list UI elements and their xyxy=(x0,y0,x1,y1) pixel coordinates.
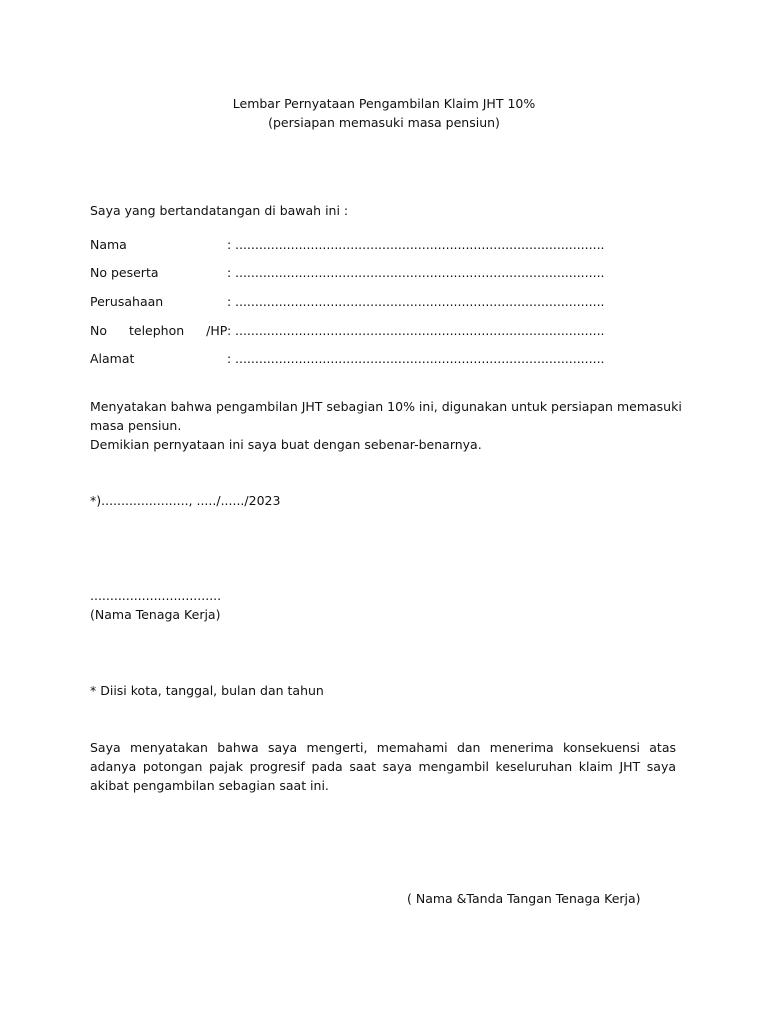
field-label-alamat: Alamat xyxy=(90,351,135,366)
statement-line-3: Demikian pernyataan ini saya buat dengan sebenar-benarnya. xyxy=(90,437,482,452)
field-label-no-telephon: No telephon /HP xyxy=(90,323,228,338)
field-label-nama: Nama xyxy=(90,237,127,252)
field-dots-no-telephon: ............................................................................................. xyxy=(235,323,605,338)
intro-text: Saya yang bertandatangan di bawah ini : xyxy=(90,203,349,218)
footnote: * Diisi kota, tanggal, bulan dan tahun xyxy=(90,683,324,698)
field-colon: : xyxy=(227,265,232,280)
field-dots-perusahaan: ............................................................................................. xyxy=(235,294,605,309)
field-label-perusahaan: Perusahaan xyxy=(90,294,164,309)
consequence-paragraph: Saya menyatakan bahwa saya mengerti, memahami dan menerima konsekuensi atas adanya potongan pajak progresif pada saat saya mengambil keseluruhan klaim JHT saya akibat pengambilan sebagian saat ini. xyxy=(90,740,676,793)
statement-line-1: Menyatakan bahwa pengambilan JHT sebagian 10% ini, digunakan untuk persiapan memasuki xyxy=(90,399,682,414)
field-dots-no-peserta: ............................................................................................. xyxy=(235,265,605,280)
field-colon: : xyxy=(227,323,232,338)
field-colon: : xyxy=(227,351,232,366)
signature-name-label: (Nama Tenaga Kerja) xyxy=(90,607,221,622)
date-line: *)......................, ...../....../2023 xyxy=(90,493,281,508)
final-signature-label: ( Nama &Tanda Tangan Tenaga Kerja) xyxy=(407,891,641,906)
field-colon: : xyxy=(227,294,232,309)
field-dots-alamat: ............................................................................................. xyxy=(235,351,605,366)
document-title: Lembar Pernyataan Pengambilan Klaim JHT 10% xyxy=(232,96,536,111)
signature-dots: ................................. xyxy=(90,588,222,603)
field-label-no-peserta: No peserta xyxy=(90,265,159,280)
document-subtitle: (persiapan memasuki masa pensiun) xyxy=(268,115,500,130)
field-colon: : xyxy=(227,237,232,252)
statement-line-2: masa pensiun. xyxy=(90,418,182,433)
field-dots-nama: ............................................................................................. xyxy=(235,237,605,252)
